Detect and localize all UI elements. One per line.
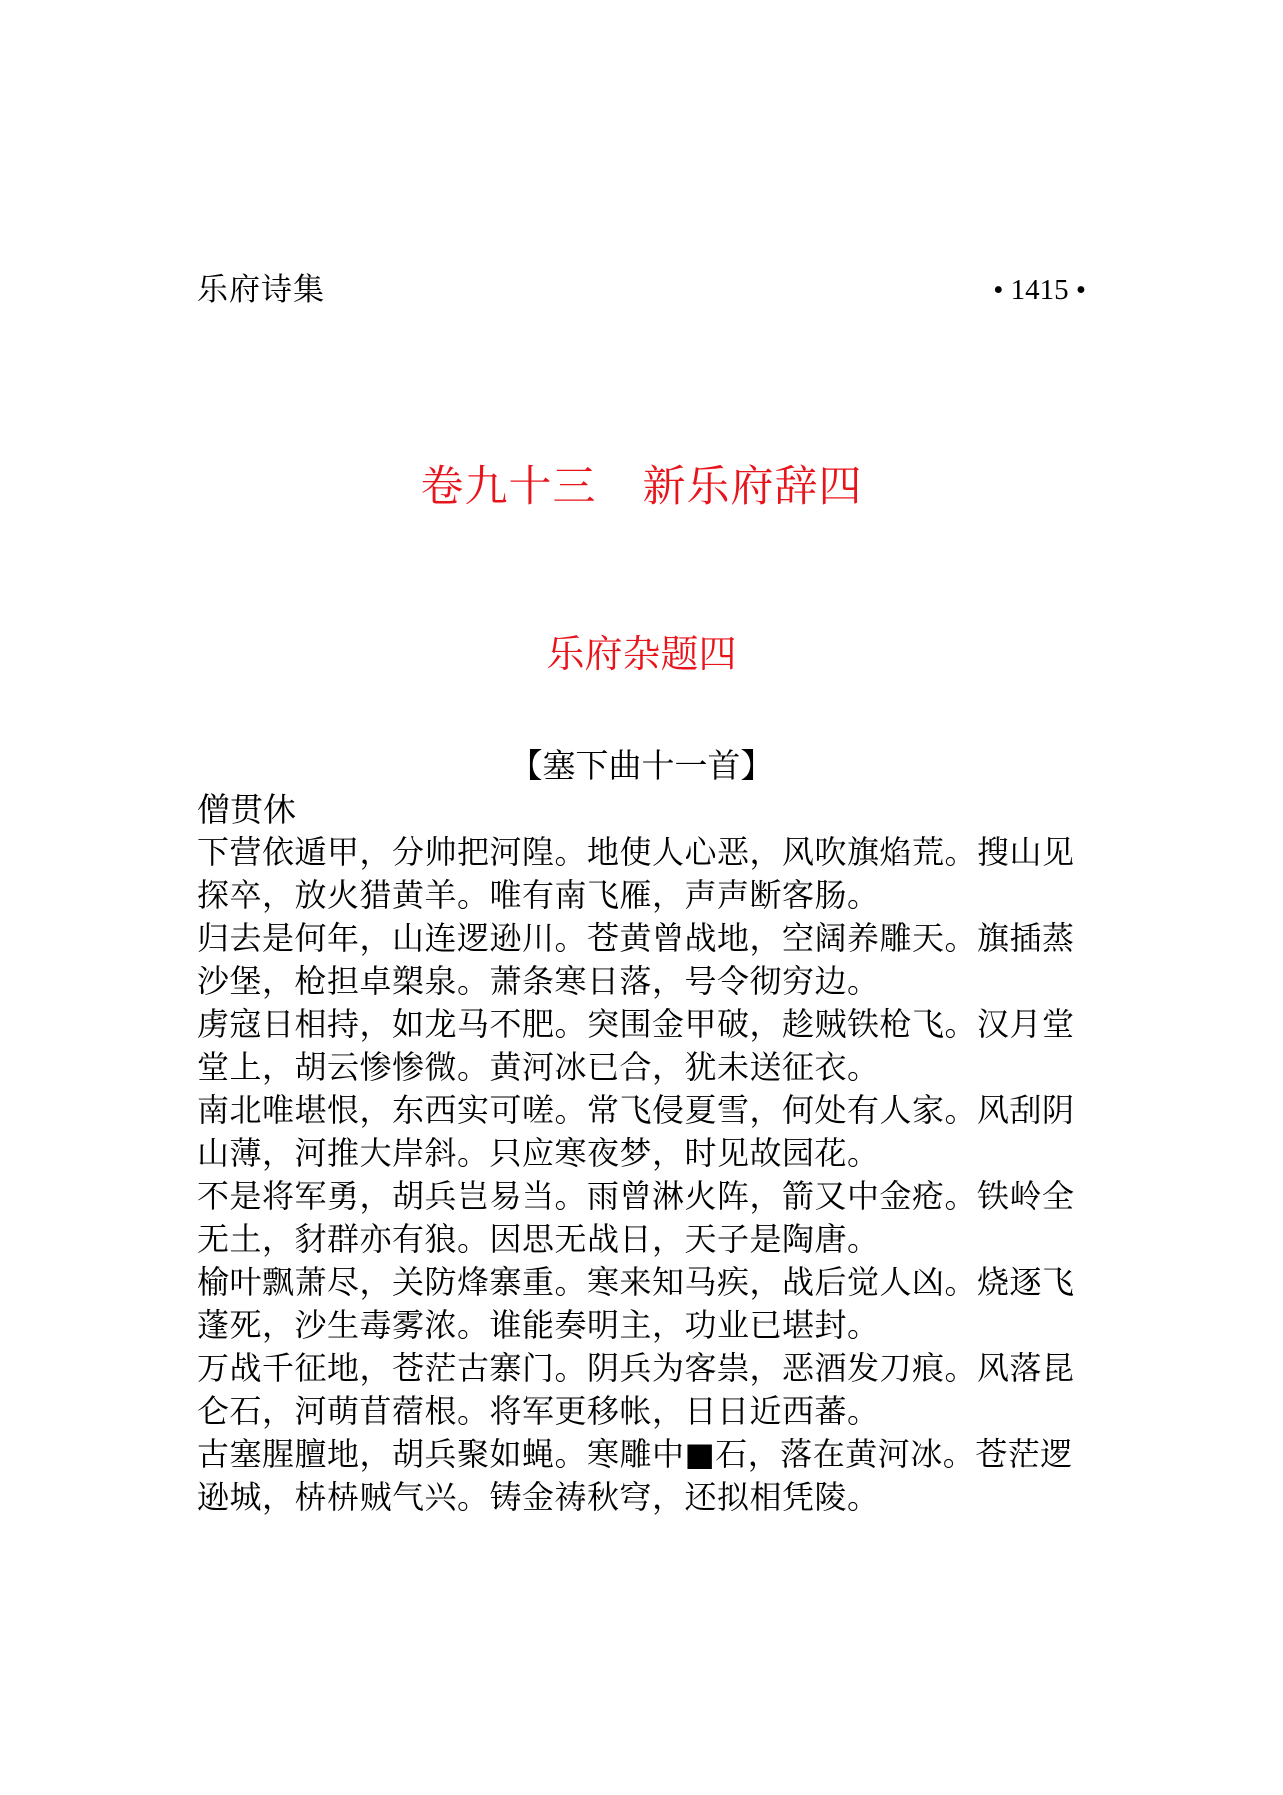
page-number: • 1415 •: [993, 274, 1086, 306]
poem-line: 探卒，放火猎黄羊。唯有南飞雁，声声断客肠。: [197, 876, 880, 914]
juan-number: 卷九十三: [420, 462, 597, 512]
poem-line: 逊城，枿枿贼气兴。铸金祷秋穹，还拟相凭陵。: [197, 1478, 880, 1516]
poem-line: 山薄，河推大岸斜。只应寒夜梦，时见故园花。: [197, 1134, 880, 1172]
poem-line: 堂上，胡云惨惨微。黄河冰已合，犹未送征衣。: [197, 1048, 880, 1086]
poem-line: 榆叶飘萧尽，关防烽寨重。寒来知马疾，战后觉人凶。烧逐飞: [197, 1263, 1075, 1301]
poem-body: [197, 831, 1087, 1519]
poem-line: 下营依遁甲，分帅把河隍。地使人心恶，风吹旗焰荒。搜山见: [197, 833, 1075, 871]
juan-name: 新乐府辞四: [642, 462, 863, 512]
poem-line: 不是将军勇，胡兵岂易当。雨曾淋火阵，箭又中金疮。铁岭全: [197, 1177, 1075, 1215]
poem-line: 归去是何年，山连逻逊川。苍黄曾战地，空阔养雕天。旗插蒸: [197, 919, 1075, 957]
poem-line: 万战千征地，苍茫古寨门。阴兵为客祟，恶酒发刀痕。风落昆: [197, 1349, 1075, 1387]
poem-line: 南北唯堪恨，东西实可嗟。常飞侵夏雪，何处有人家。风刮阴: [197, 1091, 1075, 1129]
poem-line: 沙堡，枪担卓槊泉。萧条寒日落，号令彻穷边。: [197, 962, 880, 1000]
poem-line: 虏寇日相持，如龙马不肥。突围金甲破，趁贼铁枪飞。汉月堂: [197, 1005, 1075, 1043]
section-title: 乐府杂题四: [546, 632, 737, 676]
poem-line: 无土，豺群亦有狼。因思无战日，天子是陶唐。: [197, 1220, 880, 1258]
book-title: 乐府诗集: [197, 272, 325, 308]
juan-title: [0, 455, 1283, 519]
poem-line: 仑石，河萌苜蓿根。将军更移帐，日日近西蕃。: [197, 1392, 880, 1430]
author-name: 僧贯休: [197, 790, 296, 829]
poem-line: 蓬死，沙生毒雾浓。谁能奏明主，功业已堪封。: [197, 1306, 880, 1344]
poem-title: 【塞下曲十一首】: [509, 746, 774, 785]
poem-line: 古塞腥膻地，胡兵聚如蝇。寒雕中■石，落在黄河冰。苍茫逻: [197, 1435, 1073, 1473]
